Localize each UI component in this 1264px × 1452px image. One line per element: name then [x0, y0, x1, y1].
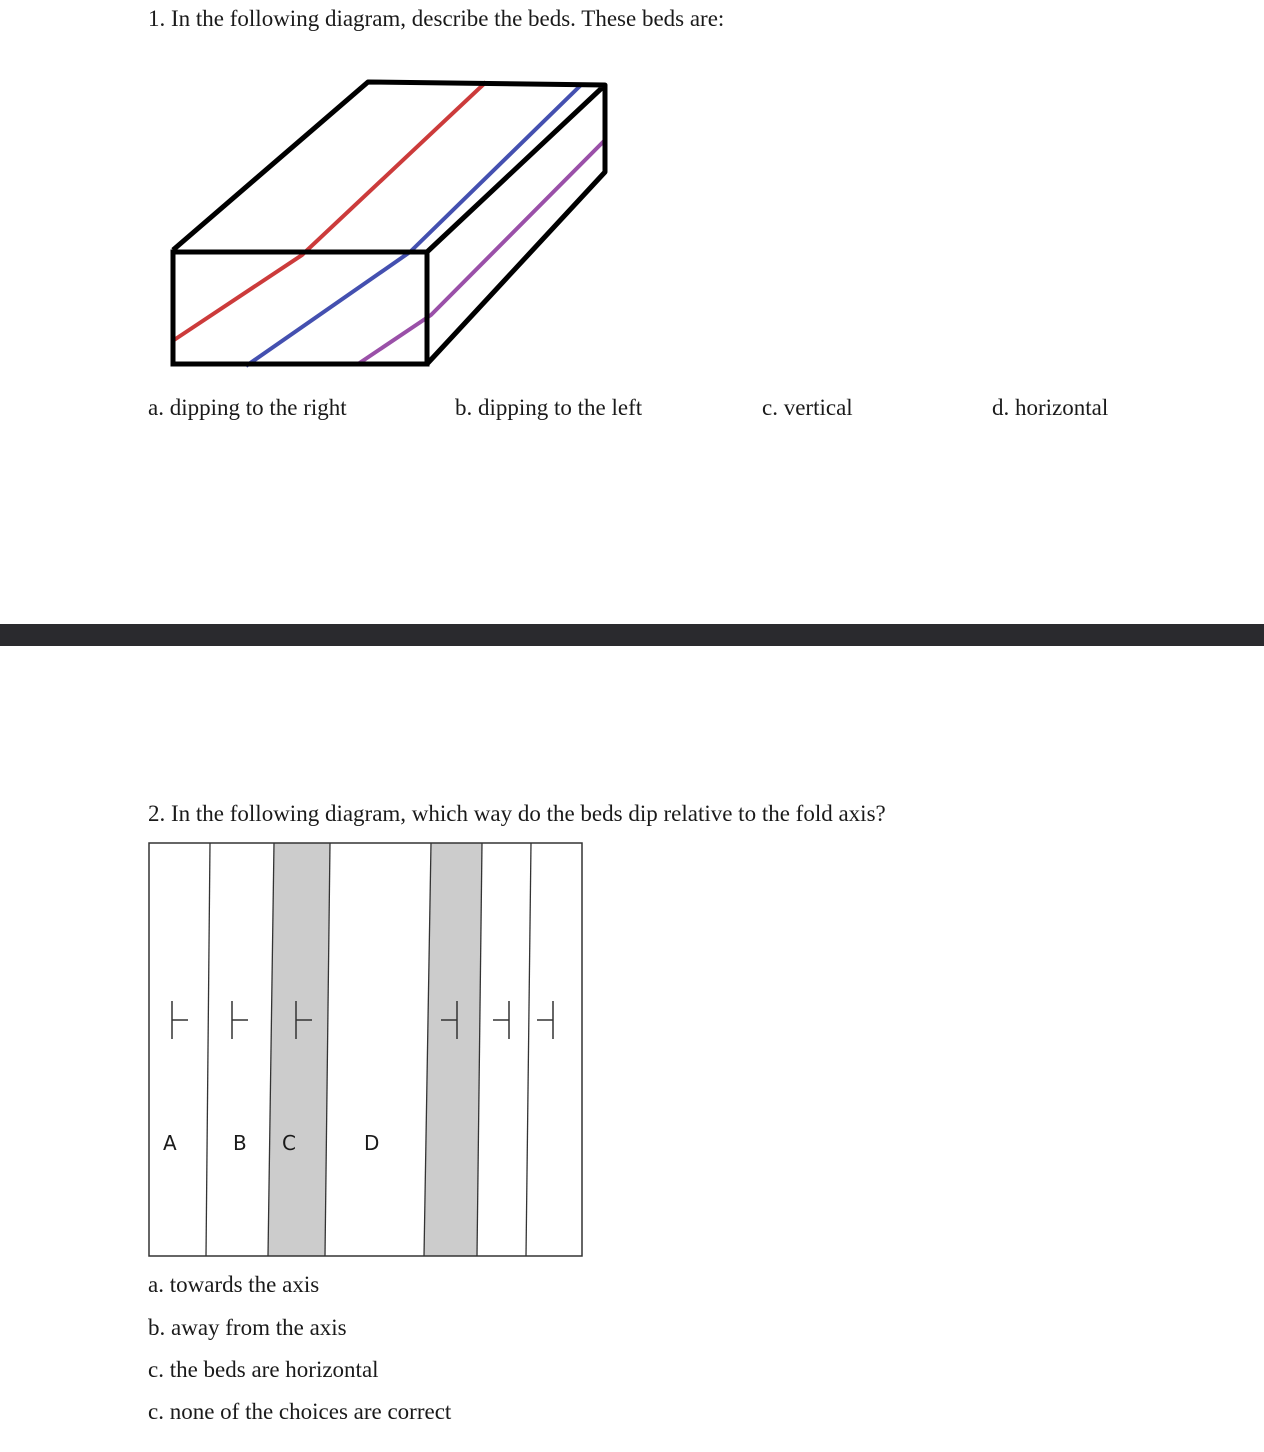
- q1-option-a[interactable]: a. dipping to the right: [148, 395, 347, 420]
- strike-dip-symbol-1: [172, 1001, 188, 1039]
- map-border: [149, 843, 582, 1256]
- unit-label-b: B: [233, 1131, 247, 1155]
- unit-label-a: A: [163, 1131, 177, 1155]
- q1-option-b[interactable]: b. dipping to the left: [455, 395, 643, 420]
- q2-option-c-none[interactable]: c. none of the choices are correct: [148, 1399, 452, 1424]
- q2-option-b[interactable]: b. away from the axis: [148, 1315, 347, 1340]
- q1-option-d[interactable]: d. horizontal: [992, 395, 1109, 420]
- contact-line-6: [526, 843, 531, 1256]
- question-1-text: 1. In the following diagram, describe the beds. These beds are:: [148, 6, 725, 31]
- q1-option-c[interactable]: c. vertical: [762, 395, 853, 420]
- question-2-text: 2. In the following diagram, which way do the beds dip relative to the fold axis?: [148, 801, 886, 826]
- strike-dip-symbol-6: [537, 1001, 553, 1039]
- q2-option-c[interactable]: c. the beds are horizontal: [148, 1357, 379, 1382]
- strike-dip-symbol-2: [232, 1001, 248, 1039]
- contact-line-1: [206, 843, 210, 1256]
- unit-label-d: D: [364, 1131, 380, 1155]
- strike-dip-symbol-5: [493, 1001, 509, 1039]
- shaded-bed-left: [268, 843, 330, 1256]
- shaded-bed-right: [424, 843, 482, 1256]
- unit-label-c: C: [282, 1131, 296, 1155]
- q2-option-a[interactable]: a. towards the axis: [148, 1272, 320, 1297]
